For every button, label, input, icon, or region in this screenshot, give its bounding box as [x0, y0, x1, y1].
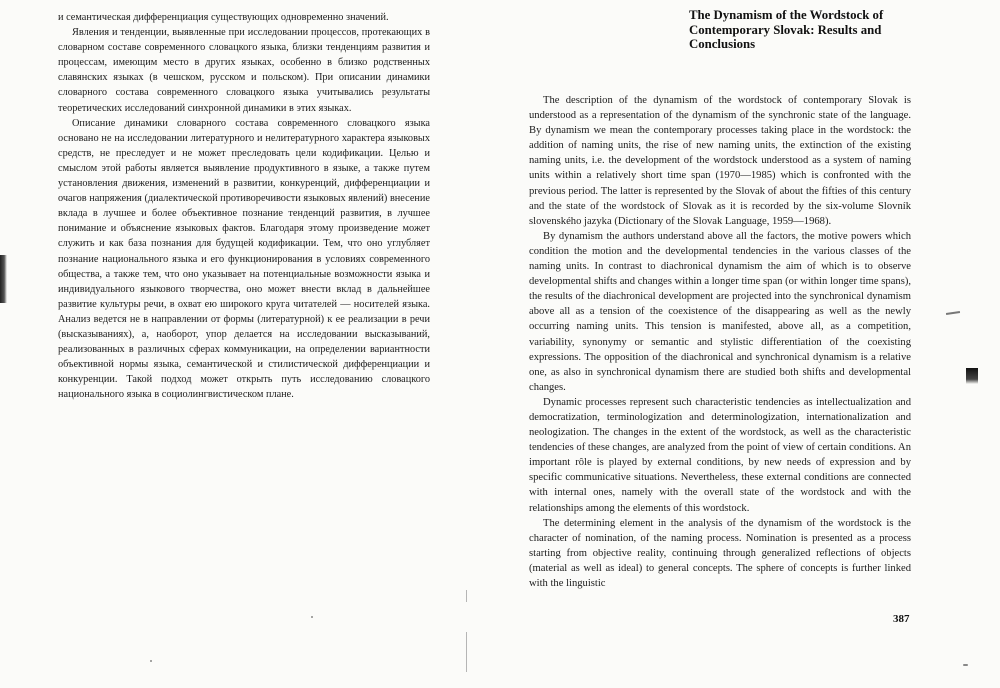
- left-paragraph-1: и семантическая дифференциация существующих одновременно значений.: [58, 12, 389, 23]
- scan-mark-right-top: [946, 311, 960, 315]
- right-paragraph-2: By dynamism the authors understand above all the factors, the motive powers which condition the motion and the developmental tendencies in the various classes of the naming units. In contrast to diachronical dynamism the aim of which is to observe developmental shifts and changes within a longer time span (or within longer time spans), the results of the diachronical development are projected into the synchronical dynamism above all as a tension of the coexistence of the disappearing as well as the newly occurring naming units. This tension is manifested, above all, as a competition, variability, synonymy or semantic and stylistic differentiation of the coexisting expressions. The opposition of the diachronical and synchronical dynamism is a relative one, as also in synchronical dynamism there are studied both shifts and developmental changes.: [529, 230, 911, 393]
- page-number: 387: [893, 613, 910, 625]
- left-paragraph-3: Описание динамики словарного состава современного словацкого языка основано не на исследовании литературного и нелитературного характера языковых средств, не преследует и не может преследовать цели кодификации. Целью и смыслом этой работы является выявление продуктивного в языке, а также путем установления движения, изменений в развитии, конкуренций, дифференциации и очагов напряжения (диалектической противоречивости языковых явлений) внесение вклада в лучшее и более объективное познание тенденций развития, в лучшее понимание и объяснение языковых фактов. Благодаря этому произведение может служить и как база познания для будущей кодификации. Тем, что оно углубляет познание национального языка и его функционирования в условиях современного общества, а также тем, что оно указывает на потенциальные возможности языка и индивидуального языкового творчества, оно может внести вклад в дальнейшее развитие культуры речи, в охват ею широкого круга читателей — носителей языка. Анализ ведется не в направлении от формы (литературной) к ее реализации в речи (высказываниях), а, наоборот, упор делается на исследовании высказываний, реализованных в различных сферах коммуникации, на определении вариантности объективной нормы языка, семантической и стилистической дифференциации и конкуренции. Такой подход может открыть путь исследованию словацкого национального языка в социолингвистическом плане.: [58, 117, 430, 401]
- gutter-line-top: [466, 590, 467, 602]
- right-paragraph-4: The determining element in the analysis of the dynamism of the wordstock is the character of nomination, of the naming process. Nomination is presented as a process starting from objective reality, continuing through generalized reflections of objects (material as well as ideal) to general concepts. The sphere of concepts is further linked with the linguistic: [529, 517, 911, 589]
- scan-mark-right: [966, 368, 978, 384]
- left-page-text: [58, 10, 430, 402]
- gutter-line-bottom: [466, 632, 467, 672]
- left-paragraph-2: Явления и тенденции, выявленные при исследовании процессов, протекающих в словарном составе современного словацкого языка, близки тенденциям развития и процессам, имеющим место в других языках, особенно в близко родственных славянских языках (в чешском, русском и польском). При описании динамики словарного состава современного словацкого языка учитывались результаты теоретических исследований синхронной динамики в этих языках.: [58, 27, 430, 114]
- scan-speck: [311, 616, 313, 618]
- right-paragraph-3: Dynamic processes represent such characteristic tendencies as intellectualization and democratization, terminologization and determinologization, internationalization and neologization. The changes in the extent of the wordstock, as well as the characteristic tendencies of these changes, are analyzed from the point of view of certain conditions. An important rôle is played by external conditions, by new needs of expression and by specific communicative situations. Nevertheless, these external conditions are connected with internal ones, namely with the overall state of the wordstock and with the relationships among the elements of this wordstock.: [529, 396, 911, 514]
- right-page-text: [529, 93, 911, 591]
- right-paragraph-1: The description of the dynamism of the wordstock of contemporary Slovak is understood as a representation of the dynamism of the synchronic state of the language. By dynamism we mean the contemporary processes taking place in the wordstock: the addition of naming units, the rise of new naming units, the extinction of the existing naming units, i.e. the development of the wordstock understood as a system of naming units within a relatively short time span (1970—1985) which is confronted with the previous period. The latter is represented by the Slovak of about the fifties of this century and the state of the wordstock of Slovak as it is recorded by the six-volume Slovník slovenského jazyka (Dictionary of the Slovak Language, 1959—1968).: [529, 95, 911, 227]
- scan-mark-left: [0, 255, 7, 303]
- chapter-title: The Dynamism of the Wordstock of Contemporary Slovak: Results and Conclusions: [689, 8, 884, 51]
- scan-speck: [150, 660, 152, 662]
- scan-speck: [963, 664, 968, 666]
